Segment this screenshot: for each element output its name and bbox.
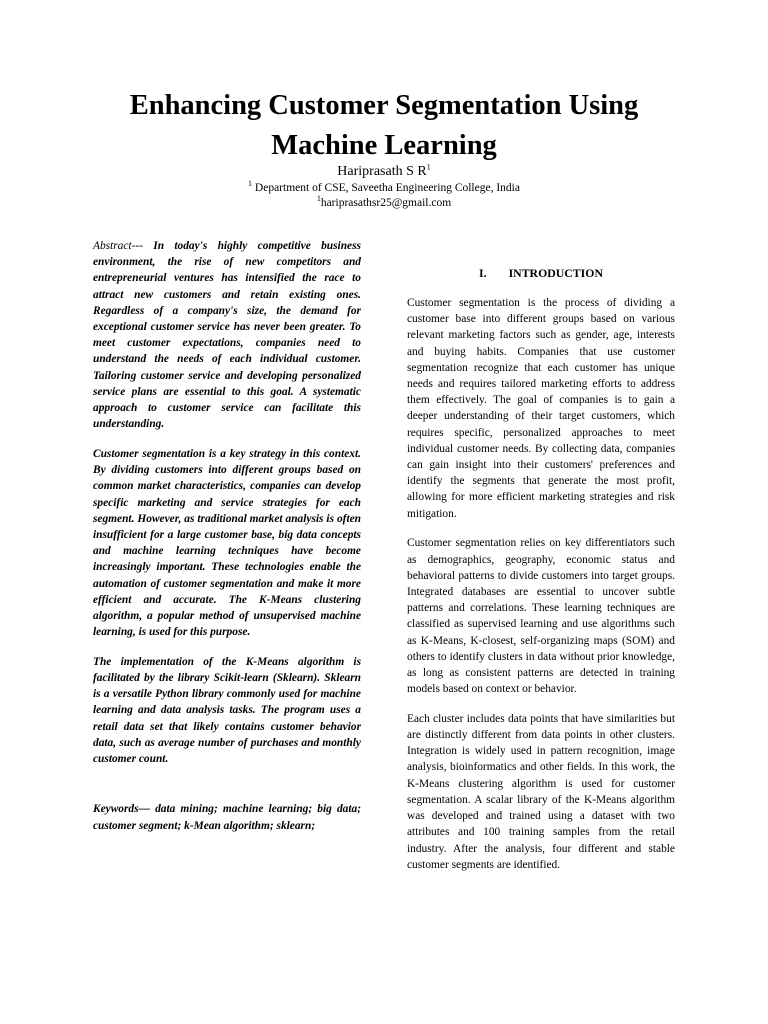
section-heading-introduction (407, 265, 675, 281)
abstract-text: In today's highly competitive business environment, the rise of new competitors and entrepreneurial ventures has intensified the race to attract new customers and retain existing ones. Regardless of a company's size, the demand for exceptional customer service has never been greater. To meet customer expectations, companies need to understand the needs of each individual customer. Tailoring customer service and developing personalized service plans are essential to this goal. A systematic approach to customer service can facilitate this understanding. (93, 240, 361, 431)
title-line-1: Enhancing Customer Segmentation Using (129, 90, 639, 121)
author-affiliation (0, 181, 768, 196)
intro-paragraph-1: Customer segmentation is the process of dividing a customer base into different groups based on various relevant marketing factors such as gender, age, interests and buying habits. Companies that use customer segmentation recognize that each customer has unique needs and requires tailored marketing efforts to address them effectively. The goal of companies is to gain a deeper understanding of their target customers, which requires specific, personalized approaches to meet individual customer needs. By collecting data, companies can gain insight into their customers' preferences and identify the segments that generate the most profit, allowing for more efficient marketing strategies and risk mitigation. (407, 297, 675, 520)
keywords-text: data mining; machine learning; big data; customer segment; k-Mean algorithm; sklearn; (93, 803, 361, 832)
paper-title (60, 86, 708, 166)
email-superscript: 1 (316, 194, 321, 204)
author-email (0, 196, 768, 211)
keywords-paragraph (93, 801, 361, 833)
email-text: hariprasathsr25@gmail.com (320, 197, 452, 209)
abstract-paragraph-2: Customer segmentation is a key strategy in this context. By dividing customers into different groups based on common market characteristics, companies can develop specific marketing and service strategies for each segment. However, as traditional market analysis is often insufficient for a large customer base, big data concepts and machine learning techniques have become increasingly important. These technologies enable the automation of customer segmentation and make it more efficient and accurate. The K-Means clustering algorithm, a popular method of unsupervised machine learning, is used for this purpose. (93, 447, 361, 639)
intro-paragraph-3: Each cluster includes data points that have similarities but are distinctly different from data points in other clusters. Integration is widely used in pattern recognition, image analysis, bioinformatics and other fields. In this work, the K-Means clustering algorithm is used for customer segmentation. A scalar library of the K-Means algorithm was developed and trained using a dataset with two attributes and 100 training samples from the retail industry. After the analysis, four different and stable customer segments are identified. (407, 712, 675, 871)
author-name (0, 163, 768, 181)
left-column (93, 238, 361, 847)
keywords-label: Keywords— (93, 803, 150, 816)
abstract-label: Abstract--- (93, 240, 143, 252)
affiliation-text: Department of CSE, Saveetha Engineering College, India (254, 182, 520, 194)
author-text: Hariprasath S R (337, 164, 427, 179)
abstract-paragraph-3: The implementation of the K-Means algorithm is facilitated by the library Scikit-learn (Sklearn). Sklearn is a versatile Python library commonly used for machine learning and data analysis tasks. The program uses a retail data set that likely contains customer behavior data, such as average number of purchases and monthly customer count. (93, 655, 361, 766)
section-title: INTRODUCTION (508, 266, 603, 280)
title-line-2: Machine Learning (271, 130, 497, 161)
abstract-paragraph-1 (93, 238, 361, 432)
author-superscript: 1 (426, 162, 431, 172)
right-column (407, 238, 675, 886)
section-number: I. (479, 266, 487, 280)
affiliation-superscript: 1 (248, 179, 253, 189)
intro-paragraph-2: Customer segmentation relies on key differentiators such as demographics, geography, economic status and behavioral patterns to divide customers into target groups. Integrated databases are essential to uncover subtle patterns and correlations. These learning techniques are classified as supervised learning and use algorithms such as K-Means, K-closest, self-organizing maps (SOM) and others to identify clusters in data without prior knowledge, as long as consistent patterns are detected in training models based on context or behavior. (407, 537, 675, 696)
